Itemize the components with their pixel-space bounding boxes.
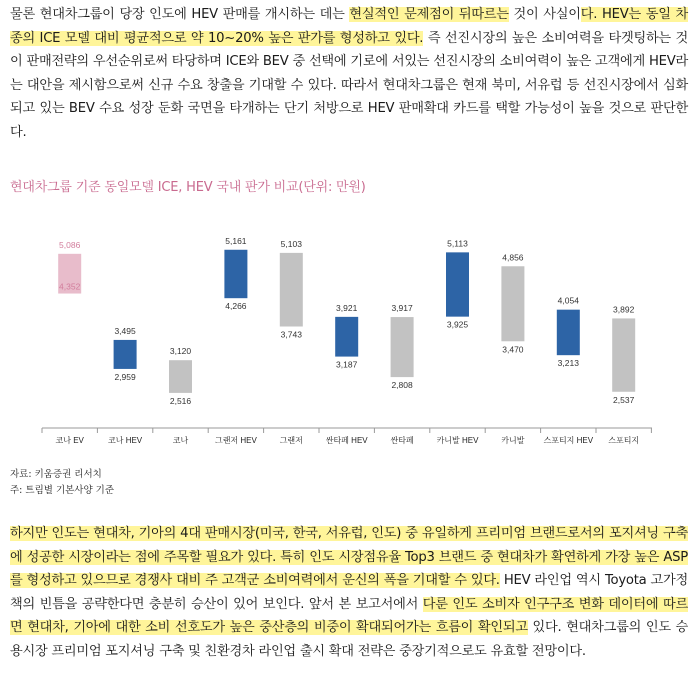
low-price-label: 4,352 (59, 281, 81, 292)
high-price-label: 3,921 (336, 302, 358, 313)
body-text: 즉 선진시장의 높은 소비여력을 타겟팅하는 것이 판매전략의 우선순위로써 타당하며 ICE와 BEV 중 선택에 기로에 서있는 선진시장의 소비여력이 높은 고객에게 HEV라는 대안을 제시함으로써 신규 수요 창출을 기대할 수 있다. 따라서 현대차그룹은 현재 북미, 서유럽 등 선진시장에서 심화되고 있는 BEV 수요 성장 둔화 국면을 타개하는 단기 처방으로 HEV 판매확대 카드를 택할 가능성이 높을 것으로 판단한다. (10, 30, 688, 140)
body-text: 것이 사실이 (508, 7, 581, 22)
high-price-label: 5,103 (280, 238, 302, 249)
low-price-label: 2,808 (391, 380, 413, 391)
high-price-label: 3,892 (613, 304, 635, 315)
price-range-bar (224, 250, 247, 298)
body-text: 물론 현대차그룹이 당장 인도에 HEV 판매를 개시하는 데는 (10, 7, 350, 22)
high-price-label: 5,161 (225, 235, 247, 246)
category-label: 코나 EV (55, 436, 84, 445)
category-label: 그랜저 (279, 436, 303, 445)
paragraph-conclusion (10, 522, 688, 664)
category-label: 싼타페 (390, 436, 414, 445)
low-price-label: 4,266 (225, 301, 247, 312)
price-range-bar (169, 360, 192, 393)
high-price-label: 3,917 (391, 303, 413, 314)
category-label: 스포티지 (608, 436, 640, 445)
highlighted-text: 현실적인 문제점이 뒤따르는 (349, 7, 509, 22)
body-text: HEV 라인업 역시 Toyota 고가정책의 빈틈을 공략한다면 충분히 승산이 있어 보인다. 앞서 본 보고서에서 (10, 573, 688, 612)
low-price-label: 3,187 (336, 359, 358, 370)
low-price-label: 3,925 (446, 319, 469, 330)
highlighted-text: 다. HEV는 동일 차종의 ICE 모델 대비 평균적으로 약 10~20% 높은 판가를 형성하고 있다. (10, 7, 688, 46)
highlighted-text: 하지만 인도는 현대차, 기아의 4대 판매시장(미국, 한국, 서유럽, 인도) 중 유일하게 프리미엄 브랜드로서의 포지셔닝 구축에 성공한 시장이라는 점에 주목할 필요가 있다. 특히 인도 시장점유율 Top3 브랜드 중 현대차가 확연하게 가장 높은 ASP를 형성하고 있으므로 경쟁사 대비 주 고객군 소비여력에서 운신의 폭을 기대할 수 있다. (10, 526, 688, 589)
price-range-bar (335, 317, 358, 357)
highlighted-text: 다룬 인도 소비자 인구구조 변화 데이터에 따르면 현대차, 기아에 대한 소비 선호도가 높은 중산층의 비중이 확대되어가는 흐름이 확인되고 (10, 596, 688, 636)
chart-notes (10, 467, 114, 499)
body-text: 있다. 현대차그룹의 인도 승용시장 프리미엄 포지셔닝 구축 및 친환경차 라인업 출시 확대 전략은 중장기적으로도 유효할 전망이다. (10, 620, 688, 659)
category-label: 싼타페 HEV (325, 436, 368, 445)
high-price-label: 4,856 (502, 252, 524, 263)
low-price-label: 3,743 (280, 329, 302, 340)
low-price-label: 2,959 (114, 371, 136, 382)
high-price-label: 5,086 (59, 239, 81, 250)
high-price-label: 3,495 (114, 325, 136, 336)
price-range-bar (557, 310, 580, 356)
category-label: 카니발 HEV (436, 436, 479, 445)
low-price-label: 3,470 (502, 344, 524, 355)
category-label: 코나 HEV (108, 436, 143, 445)
high-price-label: 3,120 (169, 346, 192, 357)
price-range-bar (391, 317, 414, 377)
category-label: 카니발 (501, 436, 525, 445)
low-price-label: 2,516 (169, 395, 192, 406)
price-range-bar (114, 340, 137, 369)
price-range-bar (612, 318, 635, 391)
low-price-label: 3,213 (557, 358, 579, 369)
category-label: 스포티지 HEV (543, 436, 594, 445)
category-label: 그랜저 HEV (214, 436, 257, 445)
source-note: 자료: 키움증권 리서치 (10, 469, 102, 480)
price-range-bar (501, 266, 524, 341)
price-range-bar (280, 253, 303, 327)
high-price-label: 4,054 (557, 295, 579, 306)
basis-note: 주: 트림별 기본사양 기준 (10, 485, 115, 496)
chart-title: 현대차그룹 기준 동일모델 ICE, HEV 국내 판가 비교(단위: 만원) (10, 180, 366, 195)
low-price-label: 2,537 (613, 394, 635, 405)
high-price-label: 5,113 (447, 238, 468, 249)
price-range-bar (446, 252, 469, 316)
category-label: 코나 (172, 436, 189, 445)
